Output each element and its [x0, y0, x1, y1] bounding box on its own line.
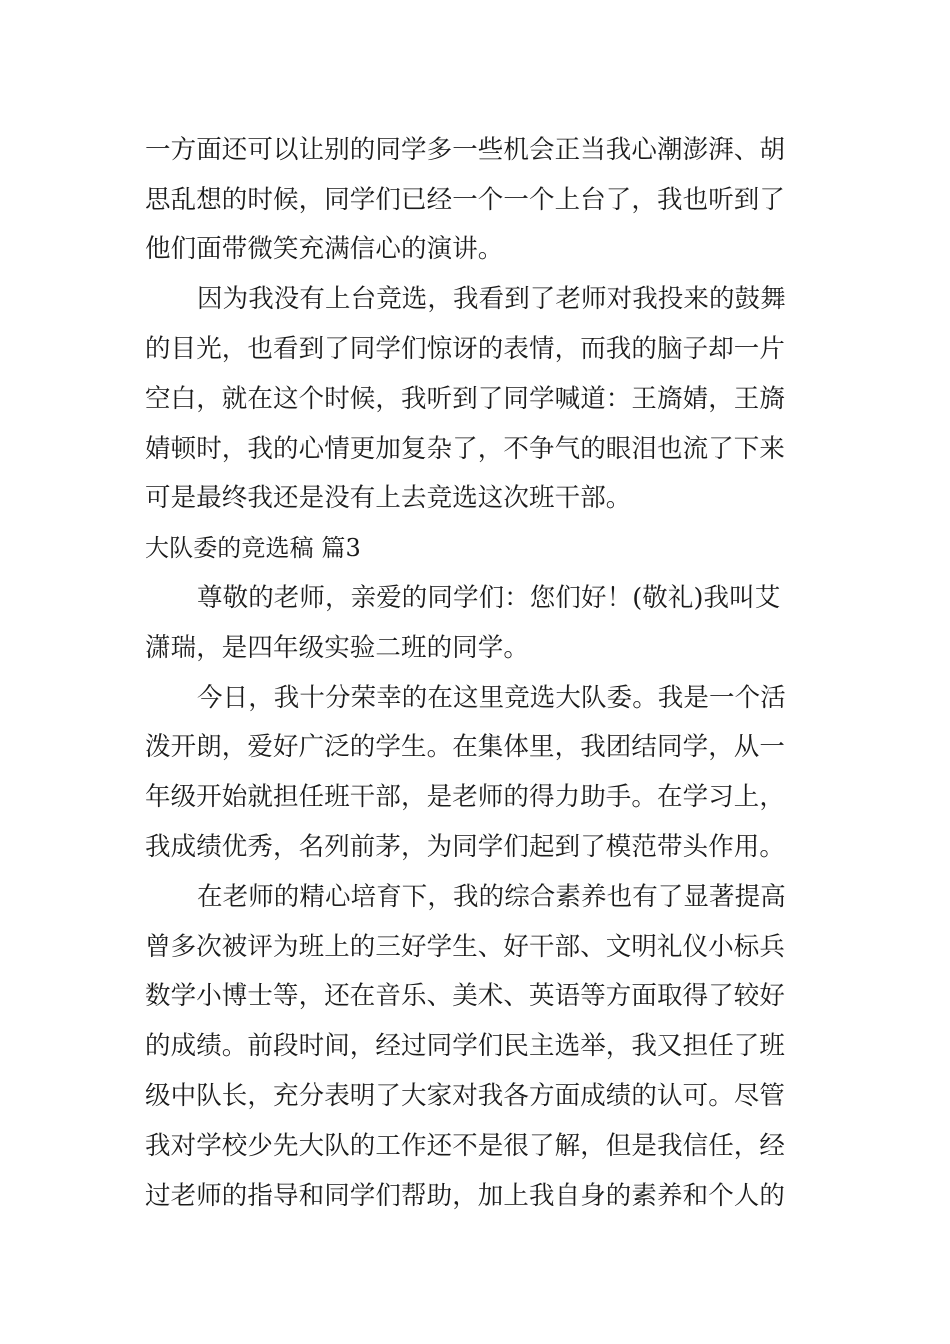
- text-line: 空白，就在这个时候，我听到了同学喊道：王旖婧，王旖: [145, 384, 786, 414]
- text-line: 思乱想的时候，同学们已经一个一个上台了，我也听到了: [145, 185, 786, 215]
- text-line: 今日，我十分荣幸的在这里竞选大队委。我是一个活: [197, 683, 786, 713]
- text-line: 泼开朗，爱好广泛的学生。在集体里，我团结同学，从一: [145, 732, 786, 762]
- text-line: 可是最终我还是没有上去竞选这次班干部。: [145, 483, 632, 513]
- text-line: 尊敬的老师，亲爱的同学们：您们好！(敬礼)我叫艾: [197, 583, 781, 613]
- text-line: 数学小博士等，还在音乐、美术、英语等方面取得了较好: [145, 981, 786, 1011]
- text-line: 在老师的精心培育下，我的综合素养也有了显著提高: [197, 882, 786, 912]
- text-line: 级中队长，充分表明了大家对我各方面成绩的认可。尽管: [145, 1081, 786, 1111]
- text-line: 过老师的指导和同学们帮助，加上我自身的素养和个人的: [145, 1181, 786, 1211]
- text-line: 他们面带微笑充满信心的演讲。: [145, 234, 504, 264]
- text-line: 婧顿时，我的心情更加复杂了，不争气的眼泪也流了下来: [145, 434, 786, 464]
- text-line: 的成绩。前段时间，经过同学们民主选举，我又担任了班: [145, 1031, 786, 1061]
- text-line: 曾多次被评为班上的三好学生、好干部、文明礼仪小标兵: [145, 932, 786, 962]
- text-line: 因为我没有上台竞选，我看到了老师对我投来的鼓舞: [197, 284, 786, 314]
- text-line: 我成绩优秀，名列前茅，为同学们起到了模范带头作用。: [145, 832, 786, 862]
- text-line: 潇瑞，是四年级实验二班的同学。: [145, 633, 530, 663]
- text-line: 一方面还可以让别的同学多一些机会正当我心潮澎湃、胡: [145, 135, 786, 165]
- text-line: 的目光，也看到了同学们惊讶的表情，而我的脑子却一片: [145, 334, 786, 364]
- text-line: 我对学校少先大队的工作还不是很了解，但是我信任，经: [145, 1131, 786, 1161]
- section-heading: 大队委的竞选稿 篇3: [145, 534, 361, 562]
- text-line: 年级开始就担任班干部，是老师的得力助手。在学习上，: [145, 782, 786, 812]
